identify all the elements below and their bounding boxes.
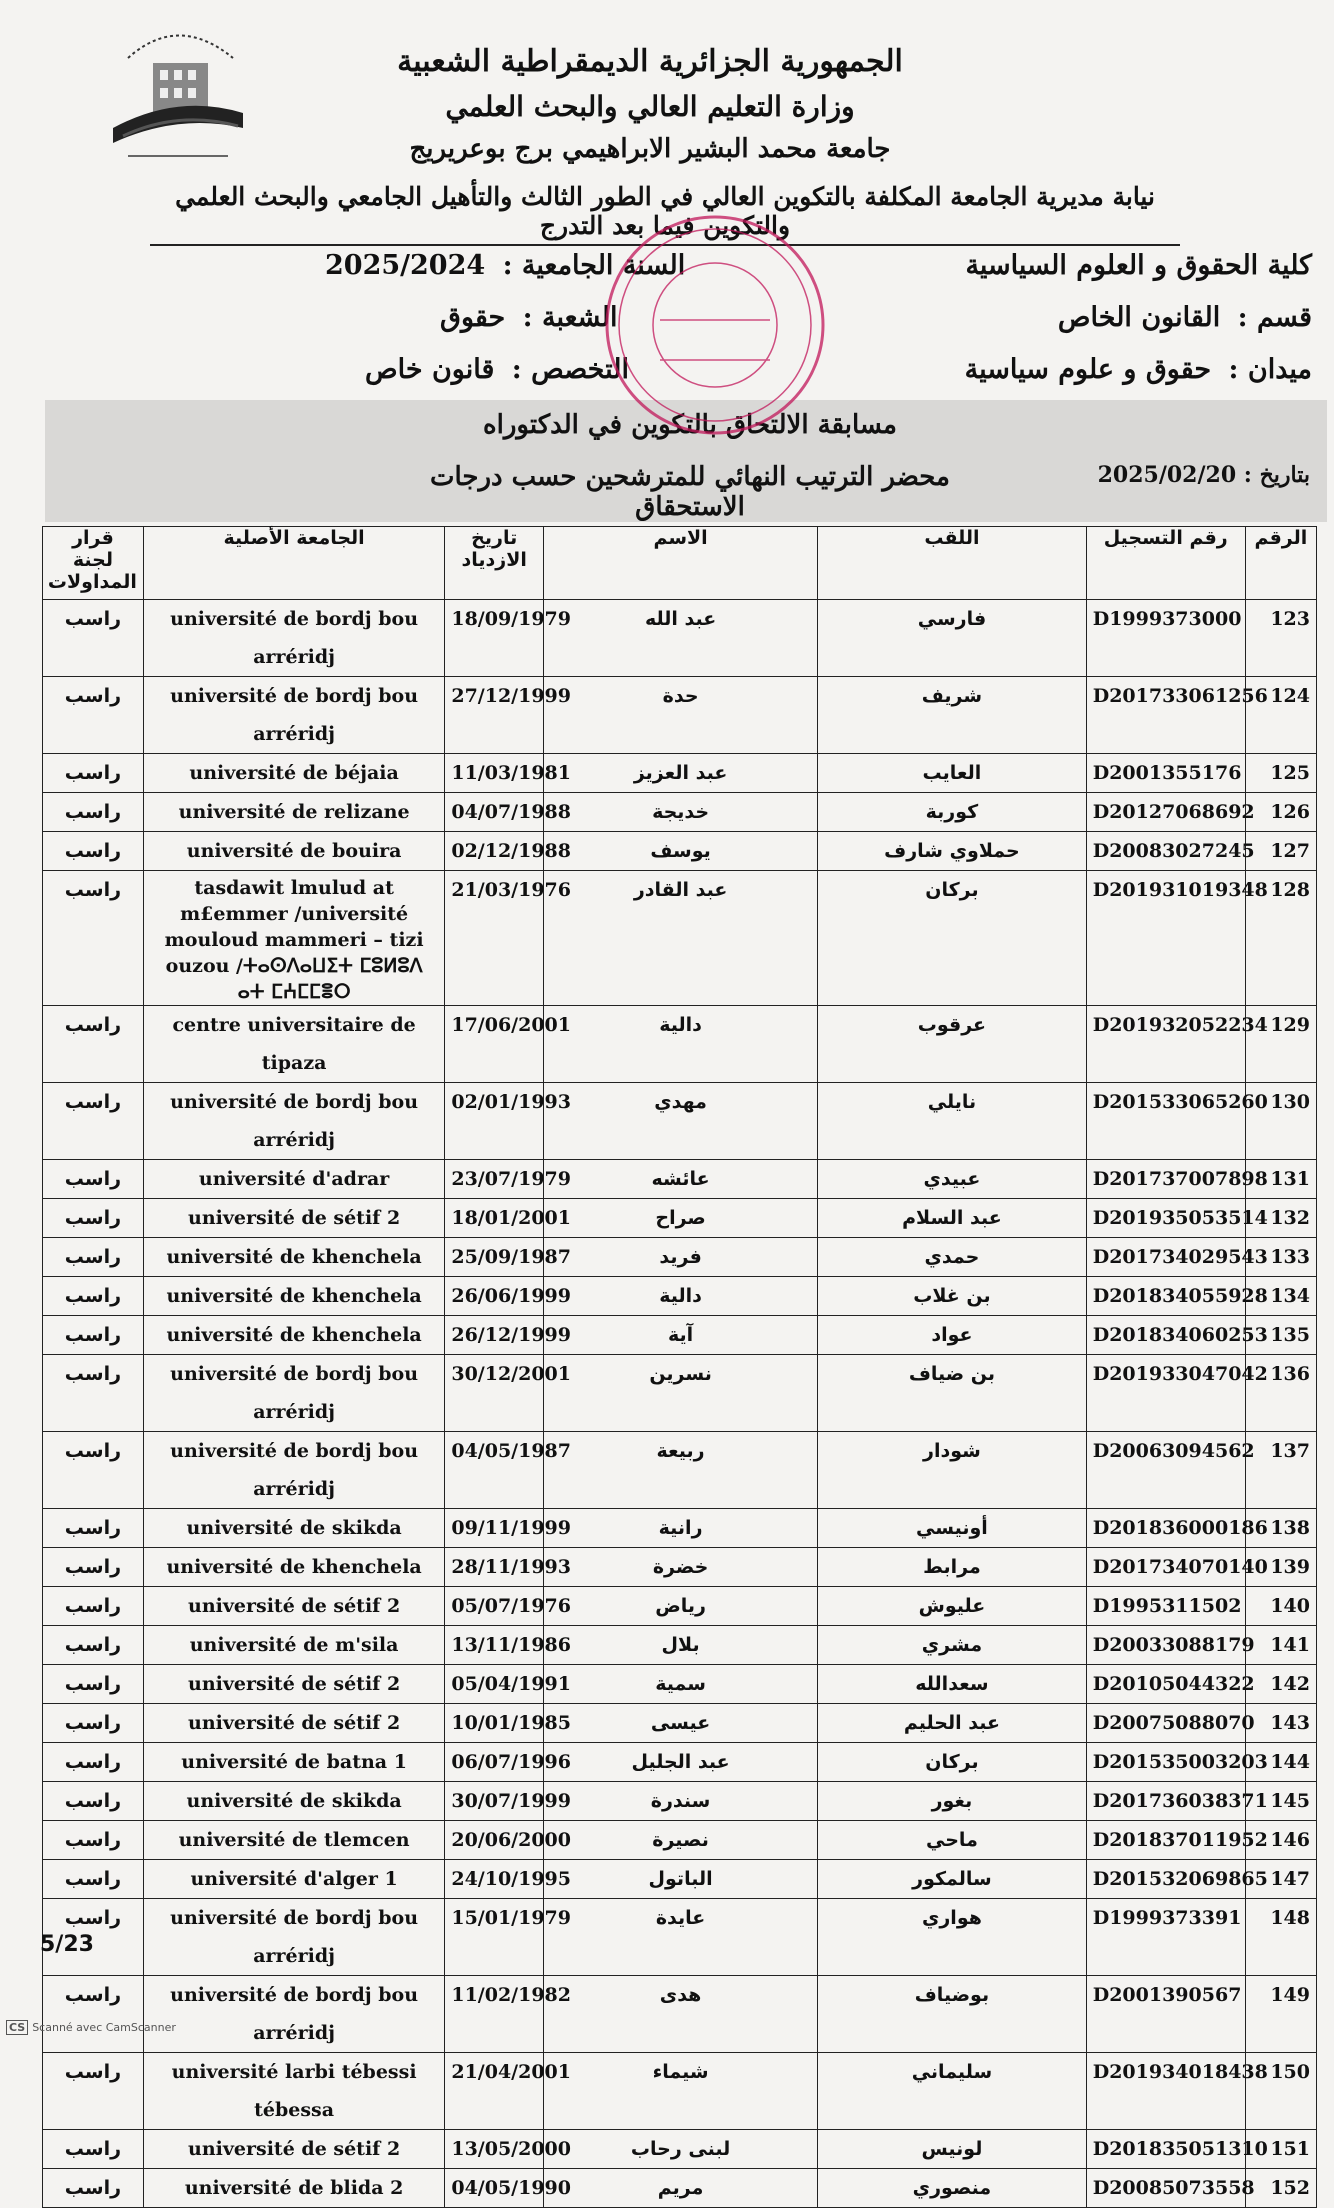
row-surname: ماحي <box>818 1821 1087 1860</box>
row-registration: D20033088179 <box>1086 1626 1245 1665</box>
row-decision: راسب <box>43 1083 144 1160</box>
row-birthdate: 05/07/1976 <box>445 1587 544 1626</box>
row-university: université de sétif 2 <box>143 1199 445 1238</box>
field-line <box>965 354 1312 385</box>
row-university: université de batna 1 <box>143 1743 445 1782</box>
row-name: هدى <box>544 1976 818 2053</box>
row-decision: راسب <box>43 1509 144 1548</box>
row-decision: راسب <box>43 1704 144 1743</box>
row-surname: سعدالله <box>818 1665 1087 1704</box>
row-registration: D201933047042 <box>1086 1355 1245 1432</box>
row-university: université de bordj bou arréridj <box>143 1899 445 1976</box>
row-decision: راسب <box>43 2053 144 2130</box>
row-registration: D201835051310 <box>1086 2130 1245 2169</box>
table-row <box>43 1704 1317 1743</box>
row-birthdate: 04/05/1987 <box>445 1432 544 1509</box>
row-birthdate: 23/07/1979 <box>445 1160 544 1199</box>
university-logo <box>108 18 248 168</box>
report-title: محضر الترتيب النهائي للمترشحين حسب درجات الاستحقاق <box>430 462 950 522</box>
row-birthdate: 09/11/1999 <box>445 1509 544 1548</box>
row-number: 135 <box>1245 1316 1316 1355</box>
row-decision: راسب <box>43 2169 144 2208</box>
row-name: بلال <box>544 1626 818 1665</box>
row-decision: راسب <box>43 754 144 793</box>
row-university: université de khenchela <box>143 1548 445 1587</box>
row-surname: العايب <box>818 754 1087 793</box>
row-birthdate: 11/02/1982 <box>445 1976 544 2053</box>
row-registration: D20127068692 <box>1086 793 1245 832</box>
row-birthdate: 30/07/1999 <box>445 1782 544 1821</box>
row-name: ربيعة <box>544 1432 818 1509</box>
row-university: université de sétif 2 <box>143 1587 445 1626</box>
row-registration: D201533065260 <box>1086 1083 1245 1160</box>
table-header-row <box>43 527 1317 600</box>
faculty-line <box>965 250 1312 281</box>
row-surname: عبد السلام <box>818 1199 1087 1238</box>
spec-line <box>365 354 629 385</box>
row-number: 123 <box>1245 600 1316 677</box>
row-registration: D201935053514 <box>1086 1199 1245 1238</box>
row-birthdate: 05/04/1991 <box>445 1665 544 1704</box>
table-row <box>43 1626 1317 1665</box>
header-surname: اللقب <box>818 527 1087 600</box>
row-surname: عبد الحليم <box>818 1704 1087 1743</box>
row-decision: راسب <box>43 1665 144 1704</box>
table-row <box>43 1899 1317 1976</box>
row-surname: بركان <box>818 871 1087 1006</box>
row-registration: D201834055928 <box>1086 1277 1245 1316</box>
row-registration: D20085073558 <box>1086 2169 1245 2208</box>
row-decision: راسب <box>43 1160 144 1199</box>
row-registration: D20105044322 <box>1086 1665 1245 1704</box>
row-surname: حمدي <box>818 1238 1087 1277</box>
row-surname: مرابط <box>818 1548 1087 1587</box>
row-birthdate: 18/09/1979 <box>445 600 544 677</box>
row-name: صراح <box>544 1199 818 1238</box>
row-university: université de blida 2 <box>143 2169 445 2208</box>
row-name: مريم <box>544 2169 818 2208</box>
table-row <box>43 1160 1317 1199</box>
row-surname: عبيدي <box>818 1160 1087 1199</box>
table-row <box>43 1083 1317 1160</box>
row-university: université d'adrar <box>143 1160 445 1199</box>
row-registration: D20083027245 <box>1086 832 1245 871</box>
row-university: université larbi tébessi tébessa <box>143 2053 445 2130</box>
row-registration: D201931019348 <box>1086 871 1245 1006</box>
scanner-watermark <box>6 2020 176 2035</box>
row-decision: راسب <box>43 1006 144 1083</box>
row-number: 149 <box>1245 1976 1316 2053</box>
table-row <box>43 754 1317 793</box>
row-university: université de sétif 2 <box>143 1704 445 1743</box>
row-surname: شودار <box>818 1432 1087 1509</box>
table-row <box>43 1238 1317 1277</box>
row-decision: راسب <box>43 871 144 1006</box>
table-row <box>43 2130 1317 2169</box>
row-surname: بغور <box>818 1782 1087 1821</box>
table-row <box>43 1587 1317 1626</box>
row-decision: راسب <box>43 1355 144 1432</box>
row-number: 128 <box>1245 871 1316 1006</box>
row-registration: D201736038371 <box>1086 1782 1245 1821</box>
table-row <box>43 1860 1317 1899</box>
republic-title: الجمهورية الجزائرية الديمقراطية الشعبية <box>397 44 903 79</box>
table-row <box>43 1743 1317 1782</box>
year-value: 2025/2024 <box>325 250 486 281</box>
row-surname: عرقوب <box>818 1006 1087 1083</box>
row-decision: راسب <box>43 1432 144 1509</box>
row-decision: راسب <box>43 1316 144 1355</box>
university-title: جامعة محمد البشير الابراهيمي برج بوعريريج <box>409 134 891 164</box>
row-university: centre universitaire de tipaza <box>143 1006 445 1083</box>
row-number: 125 <box>1245 754 1316 793</box>
spec-label: التخصص : <box>511 354 629 385</box>
row-surname: حملاوي شارف <box>818 832 1087 871</box>
row-birthdate: 13/05/2000 <box>445 2130 544 2169</box>
row-name: عائشه <box>544 1160 818 1199</box>
contest-title: مسابقة الالتحاق بالتكوين في الدكتوراه <box>483 410 897 440</box>
row-number: 130 <box>1245 1083 1316 1160</box>
row-decision: راسب <box>43 677 144 754</box>
row-number: 150 <box>1245 2053 1316 2130</box>
scanner-badge: CS <box>6 2020 28 2035</box>
row-birthdate: 04/05/1990 <box>445 2169 544 2208</box>
row-decision: راسب <box>43 832 144 871</box>
row-name: شيماء <box>544 2053 818 2130</box>
row-number: 126 <box>1245 793 1316 832</box>
row-name: دالية <box>544 1277 818 1316</box>
row-birthdate: 13/11/1986 <box>445 1626 544 1665</box>
row-name: عبد الله <box>544 600 818 677</box>
row-number: 142 <box>1245 1665 1316 1704</box>
row-name: خديجة <box>544 793 818 832</box>
row-decision: راسب <box>43 1626 144 1665</box>
row-university: université de bordj bou arréridj <box>143 600 445 677</box>
row-university: université de khenchela <box>143 1277 445 1316</box>
row-registration: D201834060253 <box>1086 1316 1245 1355</box>
row-university: université de khenchela <box>143 1238 445 1277</box>
row-name: مهدي <box>544 1083 818 1160</box>
row-decision: راسب <box>43 1199 144 1238</box>
row-number: 134 <box>1245 1277 1316 1316</box>
row-surname: مشري <box>818 1626 1087 1665</box>
table-row <box>43 793 1317 832</box>
row-registration: D2001390567 <box>1086 1976 1245 2053</box>
table-row <box>43 1432 1317 1509</box>
ministry-title: وزارة التعليم العالي والبحث العلمي <box>445 90 855 123</box>
field-value: حقوق و علوم سياسية <box>964 354 1212 385</box>
row-registration: D1999373391 <box>1086 1899 1245 1976</box>
row-decision: راسب <box>43 1976 144 2053</box>
row-decision: راسب <box>43 1821 144 1860</box>
row-name: سندرة <box>544 1782 818 1821</box>
row-decision: راسب <box>43 1743 144 1782</box>
row-university: université de bordj bou arréridj <box>143 1355 445 1432</box>
table-row <box>43 2053 1317 2130</box>
header-birthdate: تاريخ الازدياد <box>445 527 544 600</box>
faculty-value: كلية الحقوق و العلوم السياسية <box>965 250 1312 281</box>
row-birthdate: 18/01/2001 <box>445 1199 544 1238</box>
row-registration: D201734070140 <box>1086 1548 1245 1587</box>
row-number: 131 <box>1245 1160 1316 1199</box>
row-university: université de bordj bou arréridj <box>143 1432 445 1509</box>
ranking-table <box>42 526 1317 2208</box>
row-decision: راسب <box>43 1587 144 1626</box>
row-number: 151 <box>1245 2130 1316 2169</box>
row-university: université de bordj bou arréridj <box>143 1976 445 2053</box>
department-stamp <box>600 210 830 440</box>
table-row <box>43 600 1317 677</box>
row-decision: راسب <box>43 1548 144 1587</box>
row-university: université de sétif 2 <box>143 1665 445 1704</box>
row-name: آية <box>544 1316 818 1355</box>
row-name: عايدة <box>544 1899 818 1976</box>
table-row <box>43 1782 1317 1821</box>
row-number: 137 <box>1245 1432 1316 1509</box>
year-label: السنة الجامعية : <box>502 250 686 281</box>
row-registration: D20075088070 <box>1086 1704 1245 1743</box>
table-row <box>43 1355 1317 1432</box>
row-number: 148 <box>1245 1899 1316 1976</box>
row-number: 145 <box>1245 1782 1316 1821</box>
report-date <box>1098 462 1310 488</box>
row-number: 152 <box>1245 2169 1316 2208</box>
row-registration: D201836000186 <box>1086 1509 1245 1548</box>
row-registration: D201734029543 <box>1086 1238 1245 1277</box>
row-decision: راسب <box>43 1860 144 1899</box>
row-university: université d'alger 1 <box>143 1860 445 1899</box>
row-birthdate: 26/12/1999 <box>445 1316 544 1355</box>
row-decision: راسب <box>43 600 144 677</box>
header-decision: قرار لجنة المداولات <box>43 527 144 600</box>
date-value: 2025/02/20 <box>1097 462 1237 488</box>
row-name: الباتول <box>544 1860 818 1899</box>
table-row <box>43 1976 1317 2053</box>
row-surname: نايلي <box>818 1083 1087 1160</box>
row-name: دالية <box>544 1006 818 1083</box>
row-surname: عليوش <box>818 1587 1087 1626</box>
row-surname: سليماني <box>818 2053 1087 2130</box>
table-row <box>43 677 1317 754</box>
row-number: 146 <box>1245 1821 1316 1860</box>
row-number: 132 <box>1245 1199 1316 1238</box>
row-registration: D201837011952 <box>1086 1821 1245 1860</box>
row-decision: راسب <box>43 1238 144 1277</box>
table-row <box>43 1509 1317 1548</box>
row-decision: راسب <box>43 1899 144 1976</box>
row-registration: D201737007898 <box>1086 1160 1245 1199</box>
row-birthdate: 10/01/1985 <box>445 1704 544 1743</box>
field-label: ميدان : <box>1228 354 1312 385</box>
row-name: عبد العزيز <box>544 754 818 793</box>
row-decision: راسب <box>43 2130 144 2169</box>
row-university: université de tlemcen <box>143 1821 445 1860</box>
row-registration: D2001355176 <box>1086 754 1245 793</box>
header-name: الاسم <box>544 527 818 600</box>
row-name: لبنى رحاب <box>544 2130 818 2169</box>
row-university: université de béjaia <box>143 754 445 793</box>
row-birthdate: 24/10/1995 <box>445 1860 544 1899</box>
row-number: 138 <box>1245 1509 1316 1548</box>
row-registration: D1995311502 <box>1086 1587 1245 1626</box>
row-number: 147 <box>1245 1860 1316 1899</box>
row-name: عبد الجليل <box>544 1743 818 1782</box>
row-name: فريد <box>544 1238 818 1277</box>
row-number: 139 <box>1245 1548 1316 1587</box>
row-registration: D201535003203 <box>1086 1743 1245 1782</box>
table-row <box>43 1665 1317 1704</box>
row-birthdate: 28/11/1993 <box>445 1548 544 1587</box>
row-birthdate: 26/06/1999 <box>445 1277 544 1316</box>
row-name: عيسى <box>544 1704 818 1743</box>
row-university: université de bordj bou arréridj <box>143 677 445 754</box>
row-university: université de bordj bou arréridj <box>143 1083 445 1160</box>
row-birthdate: 27/12/1999 <box>445 677 544 754</box>
row-number: 144 <box>1245 1743 1316 1782</box>
row-surname: بن ضياف <box>818 1355 1087 1432</box>
row-surname: منصوري <box>818 2169 1087 2208</box>
row-surname: بن غلاب <box>818 1277 1087 1316</box>
row-name: نسرين <box>544 1355 818 1432</box>
directorate-title: نيابة مديرية الجامعة المكلفة بالتكوين العالي في الطور الثالث والتأهيل الجامعي والبحث العلمي والتكوين فيما بعد التدرج <box>150 182 1180 246</box>
row-registration: D201932052234 <box>1086 1006 1245 1083</box>
row-registration: D201934018438 <box>1086 2053 1245 2130</box>
row-surname: عواد <box>818 1316 1087 1355</box>
row-university: université de skikda <box>143 1782 445 1821</box>
row-number: 143 <box>1245 1704 1316 1743</box>
row-birthdate: 21/03/1976 <box>445 871 544 1006</box>
header-university: الجامعة الأصلية <box>143 527 445 600</box>
row-surname: شريف <box>818 677 1087 754</box>
row-surname: لونيس <box>818 2130 1087 2169</box>
table-row <box>43 871 1317 1006</box>
branch-line <box>440 302 618 333</box>
row-name: رانية <box>544 1509 818 1548</box>
row-surname: بركان <box>818 1743 1087 1782</box>
row-name: رياض <box>544 1587 818 1626</box>
row-name: عبد القادر <box>544 871 818 1006</box>
header-number: الرقم <box>1245 527 1316 600</box>
row-number: 127 <box>1245 832 1316 871</box>
row-decision: راسب <box>43 1782 144 1821</box>
table-row <box>43 1548 1317 1587</box>
row-number: 129 <box>1245 1006 1316 1083</box>
row-number: 124 <box>1245 677 1316 754</box>
row-birthdate: 21/04/2001 <box>445 2053 544 2130</box>
dept-label: قسم : <box>1237 302 1312 333</box>
row-surname: بوضياف <box>818 1976 1087 2053</box>
table-row <box>43 1006 1317 1083</box>
row-surname: سالمكور <box>818 1860 1087 1899</box>
row-registration: D20063094562 <box>1086 1432 1245 1509</box>
row-surname: أونيسي <box>818 1509 1087 1548</box>
table-row <box>43 1199 1317 1238</box>
table-row <box>43 2169 1317 2208</box>
row-university: université de bouira <box>143 832 445 871</box>
row-name: يوسف <box>544 832 818 871</box>
row-registration: D201733061256 <box>1086 677 1245 754</box>
row-birthdate: 20/06/2000 <box>445 1821 544 1860</box>
row-name: حدة <box>544 677 818 754</box>
row-surname: كوربة <box>818 793 1087 832</box>
row-birthdate: 06/07/1996 <box>445 1743 544 1782</box>
row-registration: D201532069865 <box>1086 1860 1245 1899</box>
row-university: université de khenchela <box>143 1316 445 1355</box>
row-decision: راسب <box>43 793 144 832</box>
row-surname: هواري <box>818 1899 1087 1976</box>
row-number: 141 <box>1245 1626 1316 1665</box>
table-row <box>43 1821 1317 1860</box>
row-birthdate: 02/12/1988 <box>445 832 544 871</box>
header-registration: رقم التسجيل <box>1086 527 1245 600</box>
date-label: بتاريخ : <box>1243 462 1310 488</box>
table-row <box>43 832 1317 871</box>
branch-label: الشعبة : <box>522 302 618 333</box>
row-decision: راسب <box>43 1277 144 1316</box>
branch-value: حقوق <box>440 302 506 333</box>
row-birthdate: 02/01/1993 <box>445 1083 544 1160</box>
row-birthdate: 04/07/1988 <box>445 793 544 832</box>
row-registration: D1999373000 <box>1086 600 1245 677</box>
row-name: خضرة <box>544 1548 818 1587</box>
row-university: université de m'sila <box>143 1626 445 1665</box>
row-name: نصيرة <box>544 1821 818 1860</box>
row-university: tasdawit lmulud at m£emmer /université mouloud mammeri – tizi ouzou /ⵜⴰⵙⴷⴰⵡⵉⵜ ⵎⵓⵍⵓⴷ ⴰⵜ ⵎⵄⵎⵎⴻⵔ <box>143 871 445 1006</box>
row-birthdate: 25/09/1987 <box>445 1238 544 1277</box>
row-university: université de relizane <box>143 793 445 832</box>
spec-value: قانون خاص <box>365 354 495 385</box>
row-number: 140 <box>1245 1587 1316 1626</box>
row-surname: فارسي <box>818 600 1087 677</box>
scanner-text: Scanné avec CamScanner <box>32 2021 176 2034</box>
row-number: 136 <box>1245 1355 1316 1432</box>
row-name: سمية <box>544 1665 818 1704</box>
page-number: 5/23 <box>40 1932 94 1957</box>
row-university: université de skikda <box>143 1509 445 1548</box>
table-row <box>43 1277 1317 1316</box>
row-number: 133 <box>1245 1238 1316 1277</box>
row-birthdate: 17/06/2001 <box>445 1006 544 1083</box>
table-row <box>43 1316 1317 1355</box>
row-birthdate: 15/01/1979 <box>445 1899 544 1976</box>
row-university: université de sétif 2 <box>143 2130 445 2169</box>
row-birthdate: 11/03/1981 <box>445 754 544 793</box>
row-birthdate: 30/12/2001 <box>445 1355 544 1432</box>
dept-value: القانون الخاص <box>1057 302 1221 333</box>
dept-line <box>1058 302 1312 333</box>
